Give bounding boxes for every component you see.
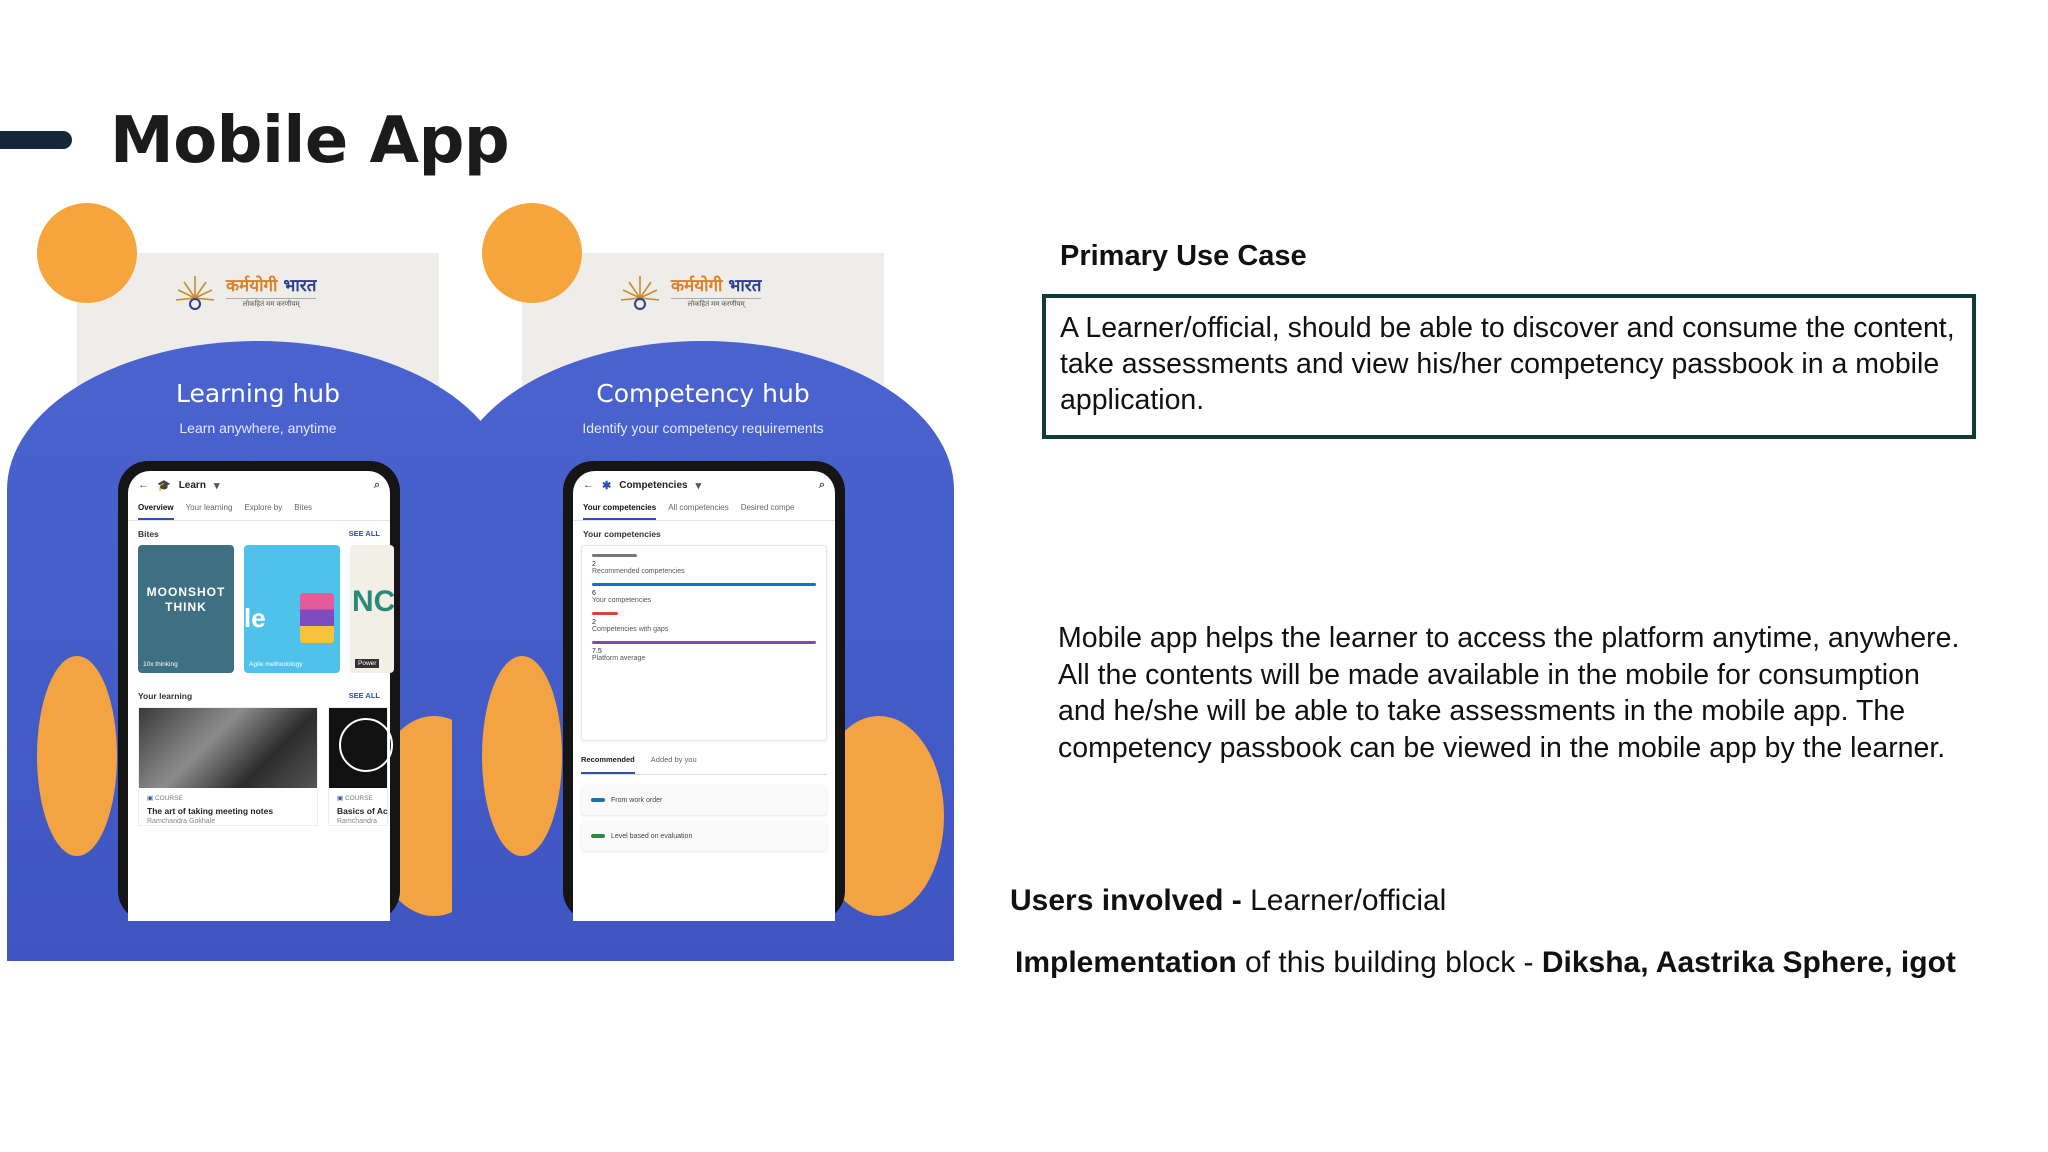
app-bar xyxy=(573,471,835,499)
your-competencies-header: Your competencies xyxy=(583,529,661,539)
app-bar-title[interactable]: Learn xyxy=(178,479,206,491)
app-bar-title[interactable]: Competencies xyxy=(619,479,688,491)
course-list xyxy=(128,707,390,826)
competency-stats-card xyxy=(581,545,827,741)
bites-list xyxy=(128,545,396,673)
tab-bar xyxy=(573,499,835,521)
phone-screen xyxy=(573,471,835,921)
bites-section-header: Bites SEE ALL xyxy=(138,529,380,539)
back-arrow-icon[interactable]: ← xyxy=(583,479,594,491)
puzzle-icon: ✱ xyxy=(602,479,612,492)
karmayogi-logo: कर्मयोगी भारत लोकहितं मम करणीयम् xyxy=(615,267,795,315)
recommendation-item[interactable]: From work order xyxy=(581,785,827,815)
course-card[interactable]: ▣ COURSE Basics of Ac Ramchandra xyxy=(328,707,388,826)
phone-screen xyxy=(128,471,396,921)
phone-frame xyxy=(563,461,845,921)
phone-frame xyxy=(118,461,400,921)
tab-bar xyxy=(128,499,390,521)
primary-use-case-heading: Primary Use Case xyxy=(1060,240,1307,272)
stat-item: 2 Recommended competencies xyxy=(592,554,816,575)
back-arrow-icon[interactable]: ← xyxy=(138,479,149,491)
lotus-logo-icon xyxy=(615,268,665,314)
implementation-value: Diksha, Aastrika Sphere, igot xyxy=(1541,946,1956,979)
tab-added-by-you[interactable]: Added by you xyxy=(650,755,697,764)
tab-recommended[interactable]: Recommended xyxy=(581,755,635,774)
tab-your-competencies[interactable]: Your competencies xyxy=(583,503,656,520)
search-icon[interactable]: ⌕ xyxy=(373,478,380,491)
course-card[interactable]: ▣ COURSE The art of taking meeting notes Ramchandra Gokhale xyxy=(138,707,318,826)
tab-desired-competencies[interactable]: Desired compe xyxy=(740,503,795,512)
tab-explore-by[interactable]: Explore by xyxy=(244,503,283,512)
app-bar xyxy=(128,471,390,499)
bite-card[interactable]: MOONSHOT THINK 10x thinking xyxy=(138,545,234,673)
see-all-link[interactable]: SEE ALL xyxy=(348,691,380,700)
users-involved-value: Learner/official xyxy=(1241,884,1447,917)
users-involved xyxy=(1010,884,1446,918)
implementation-label: Implementation xyxy=(1015,946,1237,979)
course-thumbnail xyxy=(139,708,317,788)
sub-tab-bar xyxy=(581,755,827,775)
stat-item: 6 Your competencies xyxy=(592,583,816,604)
hub-subtitle: Identify your competency requirements xyxy=(582,420,824,436)
title-accent-bar xyxy=(0,131,72,149)
graduation-cap-icon: 🎓 xyxy=(157,479,171,492)
recommendation-item[interactable]: Level based on evaluation xyxy=(581,821,827,851)
search-icon[interactable]: ⌕ xyxy=(818,478,825,491)
hub-title: Learning hub xyxy=(175,379,341,408)
competency-hub-card xyxy=(522,253,884,896)
hub-title: Competency hub xyxy=(596,379,810,408)
chevron-down-icon[interactable]: ▾ xyxy=(213,479,220,492)
page-title: Mobile App xyxy=(110,104,510,178)
tab-bites[interactable]: Bites xyxy=(294,503,313,512)
users-involved-label: Users involved - xyxy=(1010,884,1242,917)
karmayogi-logo: कर्मयोगी भारत लोकहितं मम करणीयम् xyxy=(170,267,350,315)
stat-item: 2 Competencies with gaps xyxy=(592,612,816,633)
tab-overview[interactable]: Overview xyxy=(138,503,174,520)
see-all-link[interactable]: SEE ALL xyxy=(348,529,380,538)
chevron-down-icon[interactable]: ▾ xyxy=(695,479,702,492)
your-learning-section-header: Your learning SEE ALL xyxy=(138,691,380,701)
hub-subtitle: Learn anywhere, anytime xyxy=(179,420,337,436)
bite-card[interactable]: NC Power xyxy=(350,545,394,673)
lotus-logo-icon xyxy=(170,268,220,314)
stat-item: 7.5 Platform average xyxy=(592,641,816,662)
learning-hub-card xyxy=(77,253,439,896)
tab-your-learning[interactable]: Your learning xyxy=(185,503,233,512)
course-thumbnail xyxy=(329,708,387,788)
tab-all-competencies[interactable]: All competencies xyxy=(668,503,729,512)
description-text: Mobile app helps the learner to access the platform anytime, anywhere. All the contents will be made available in the mobile for consumption and he/she will be able to take assessments in the mobile app. The competency passbook can be viewed in the mobile app by the learner. xyxy=(1058,622,1960,764)
implementation-line: Implementation of this building block - Diksha, Aastrika Sphere, igot xyxy=(1015,946,1956,979)
primary-use-case-box: A Learner/official, should be able to discover and consume the content, take assessments and view his/her competency passbook in a mobile application. xyxy=(1042,294,1976,439)
bite-card[interactable]: le Agile methodology xyxy=(244,545,340,673)
